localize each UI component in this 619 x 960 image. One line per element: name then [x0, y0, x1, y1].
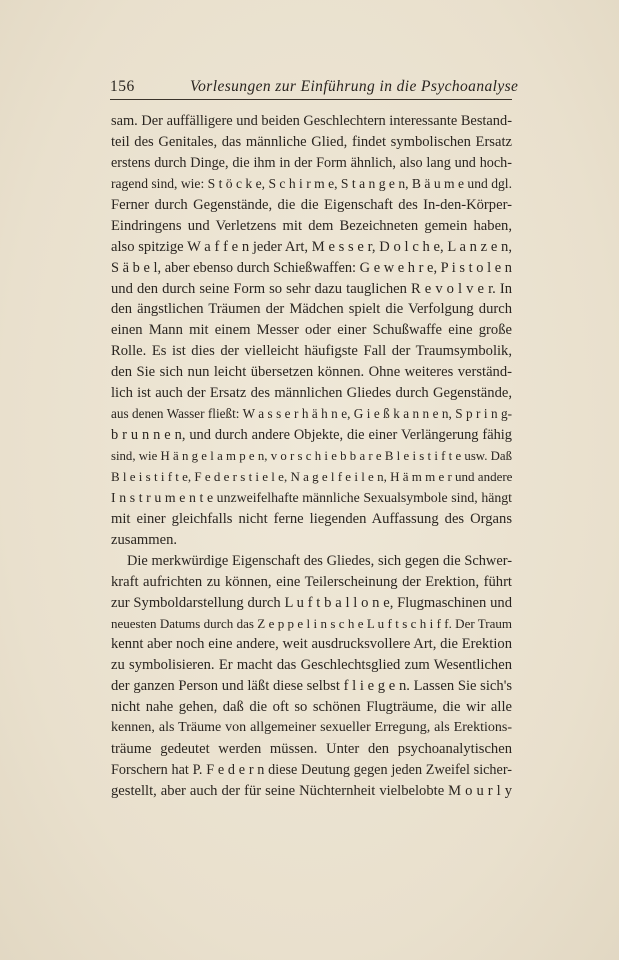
- text-line: neuesten Datums durch das Z e p p e l i n s c h e L u f t s c h i f f. Der Traum: [111, 615, 512, 631]
- text-line: Forschern hat P. F e d e r n diese Deutung gegen jeden Zweifel sicher-: [111, 762, 512, 779]
- text-line: zu symbolisieren. Er macht das Geschlechtsglied zum Wesentlichen: [111, 657, 512, 674]
- text-line: b r u n n e n, und durch andere Objekte, die einer Verlängerung fähig: [111, 427, 512, 444]
- page-number: 156: [110, 78, 135, 95]
- text-line: zusammen.: [111, 531, 178, 548]
- text-line: kraft aufrichten zu können, eine Teilerscheinung der Erektion, führt: [111, 573, 512, 590]
- text-line: und den durch seine Form so sehr dazu tauglichen R e v o l v e r. In: [111, 280, 512, 297]
- text-line: den Sie sich nun leicht übersetzen können. Ohne weiteres verständ-: [111, 364, 512, 381]
- text-line: kennen, als Träume von allgemeiner sexueller Erregung, als Erektions-: [111, 720, 512, 736]
- text-line: erstens durch Dinge, die ihm in der Form ähnlich, also lang und hoch-: [111, 154, 512, 171]
- page-header: [110, 74, 519, 96]
- text-line: den ängstlichen Träumen der Mädchen spielt die Verfolgung durch: [111, 301, 512, 318]
- text-line: einen Mann mit einem Messer oder einer Schußwaffe eine große: [111, 322, 512, 339]
- text-line: teil des Genitales, das männliche Glied, findet symbolischen Ersatz: [111, 133, 512, 150]
- text-line: Eindringens und Verletzens mit dem Bezeichneten gemein haben,: [111, 217, 512, 234]
- text-line: S ä b e l, aber ebenso durch Schießwaffen: G e w e h r e, P i s t o l e n: [111, 259, 512, 276]
- text-line: also spitzige W a f f e n jeder Art, M e s s e r, D o l c h e, L a n z e n,: [111, 238, 512, 255]
- text-line: B l e i s t i f t e, F e d e r s t i e l e, N a g e l f e i l e n, H ä m m e r und andere: [111, 468, 512, 484]
- running-title: Vorlesungen zur Einführung in die Psychoanalyse: [190, 78, 519, 95]
- text-line: aus denen Wasser fließt: W a s s e r h ä h n e, G i e ß k a n n e n, S p r i n g-: [111, 406, 512, 422]
- text-line: Rolle. Es ist dies der vielleicht häufigste Fall der Traumsymbolik,: [111, 343, 512, 360]
- text-line: sind, wie H ä n g e l a m p e n, v o r s c h i e b b a r e B l e i s t i f t e usw. Daß: [111, 449, 512, 463]
- text-line: der ganzen Person und läßt diese selbst f l i e g e n. Lassen Sie sich's: [111, 678, 512, 695]
- text-line: lich ist auch der Ersatz des männlichen Gliedes durch Gegenstände,: [111, 385, 512, 402]
- text-line: I n s t r u m e n t e unzweifelhafte männliche Sexualsymbole sind, hängt: [111, 489, 512, 505]
- body-text: [111, 111, 512, 802]
- text-line: ragend sind, wie: S t ö c k e, S c h i r m e, S t a n g e n, B ä u m e und dgl.: [111, 175, 512, 191]
- text-line: träume gedeutet werden müssen. Unter den psychoanalytischen: [111, 741, 512, 758]
- text-line: mit einer gleichfalls nicht ferne liegenden Auffassung des Organs: [111, 510, 512, 527]
- text-line: Die merkwürdige Eigenschaft des Gliedes, sich gegen die Schwer-: [127, 552, 512, 569]
- text-line: gestellt, aber auch der für seine Nüchternheit vielbelobte M o u r l y: [111, 783, 512, 799]
- header-rule: [110, 99, 512, 100]
- text-line: zur Symboldarstellung durch L u f t b a l l o n e, Flugmaschinen und: [111, 594, 512, 611]
- text-line: sam. Der auffälligere und beiden Geschlechtern interessante Bestand-: [111, 113, 512, 129]
- text-line: kennt aber noch eine andere, weit ausdrucksvollere Art, die Erektion: [111, 636, 512, 653]
- text-line: Ferner durch Gegenstände, die die Eigenschaft des In-den-Körper-: [111, 196, 512, 213]
- text-line: nicht nahe gehen, daß die oft so schönen Flugträume, die wir alle: [111, 699, 512, 716]
